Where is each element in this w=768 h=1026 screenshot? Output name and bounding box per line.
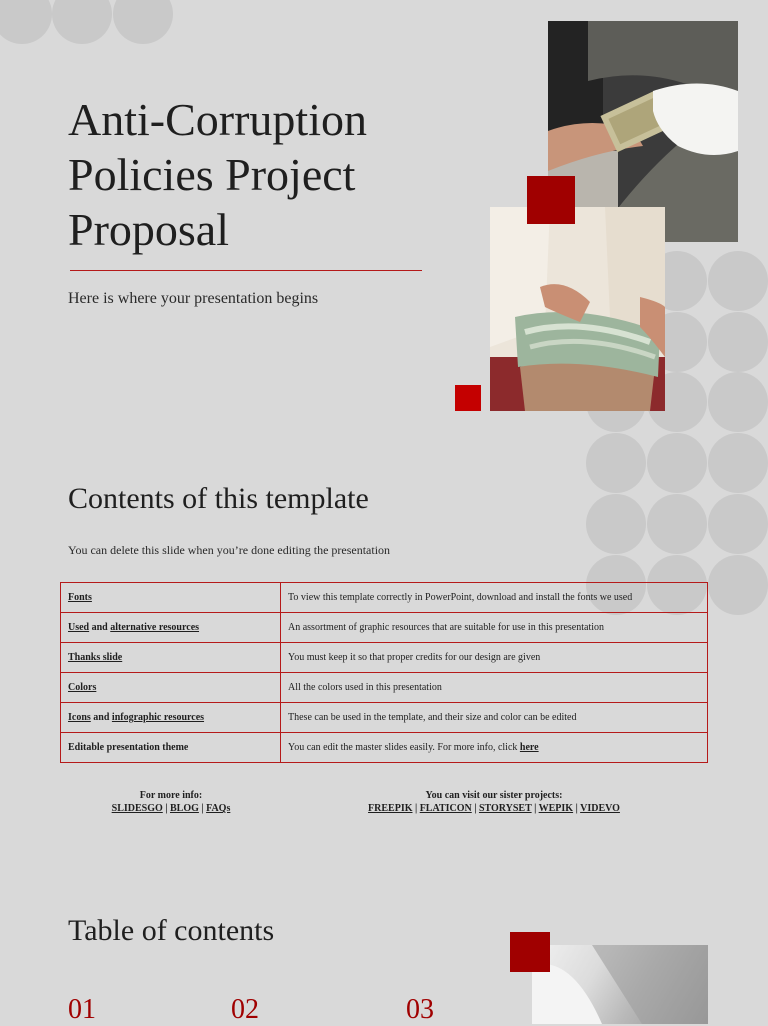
- row-description-text: These can be used in the template, and their size and color can be edited: [288, 712, 577, 723]
- row-description: [281, 583, 708, 613]
- table-row: [61, 643, 708, 673]
- toc-number-1: 01: [68, 994, 96, 1025]
- row-description-text: An assortment of graphic resources that are suitable for use in this presentation: [288, 622, 605, 633]
- row-title: [61, 613, 281, 643]
- sister-link-storyset[interactable]: STORYSET: [478, 803, 532, 814]
- row-title: [61, 673, 281, 703]
- slide-title: Anti-Corruption Policies Project Proposal: [68, 94, 367, 255]
- decor-circle: [708, 494, 768, 554]
- accent-square-toc: [510, 932, 550, 972]
- table-row: [61, 703, 708, 733]
- row-title: [61, 733, 281, 763]
- row-description: [281, 733, 708, 763]
- table-row: [61, 673, 708, 703]
- decor-circle: [647, 433, 707, 493]
- table-row: [61, 733, 708, 763]
- decor-circle: [708, 312, 768, 372]
- contents-table: [60, 582, 708, 763]
- row-description-text: All the colors used in this presentation: [288, 682, 442, 693]
- table-row: [61, 583, 708, 613]
- accent-square-small: [455, 385, 481, 411]
- row-title-link[interactable]: Used: [68, 622, 90, 633]
- slide-subtitle: Here is where your presentation begins: [68, 290, 319, 307]
- row-title-link[interactable]: Fonts: [68, 592, 92, 603]
- table-row: [61, 613, 708, 643]
- decor-circle: [708, 372, 768, 432]
- row-title-text: Editable presentation theme: [68, 742, 189, 753]
- row-description: [281, 673, 708, 703]
- link-separator: |: [573, 803, 581, 814]
- row-description-text: You can edit the master slides easily. For more info, click: [288, 742, 520, 753]
- row-title-text: and: [89, 622, 111, 633]
- sister-link-wepik[interactable]: WEPIK: [538, 803, 574, 814]
- accent-square: [527, 176, 575, 224]
- sister-projects-links: [344, 802, 644, 815]
- decor-circle: [586, 494, 646, 554]
- more-info-links: [96, 802, 246, 815]
- row-title-link[interactable]: infographic resources: [111, 712, 205, 723]
- sister-link-flaticon[interactable]: FLATICON: [419, 803, 472, 814]
- sister-projects-label: You can visit our sister projects:: [425, 790, 563, 801]
- row-title: [61, 643, 281, 673]
- link-separator: |: [412, 803, 420, 814]
- decor-circle: [647, 494, 707, 554]
- decor-circle: [708, 433, 768, 493]
- toc-number-3: 03: [406, 994, 434, 1025]
- photo-toc: [532, 945, 708, 1024]
- more-info-block: [96, 789, 246, 815]
- more-info-label: For more info:: [139, 790, 203, 801]
- row-title-link[interactable]: Icons: [68, 712, 91, 723]
- decor-circle: [113, 0, 173, 44]
- row-description: [281, 613, 708, 643]
- decor-circle: [708, 251, 768, 311]
- sister-link-videvo[interactable]: VIDEVO: [580, 803, 620, 814]
- row-title: [61, 583, 281, 613]
- row-description-text: To view this template correctly in PowerPoint, download and install the fonts we used: [288, 592, 633, 603]
- here-link[interactable]: here: [519, 742, 539, 753]
- link-separator: |: [531, 803, 539, 814]
- row-title-text: and: [90, 712, 112, 723]
- row-title-link[interactable]: Colors: [68, 682, 97, 693]
- decor-circle: [52, 0, 112, 44]
- toc-heading: Table of contents: [68, 914, 275, 947]
- decor-circle: [586, 433, 646, 493]
- sister-projects-block: [344, 789, 644, 815]
- sister-link-freepik[interactable]: FREEPIK: [368, 803, 413, 814]
- link-separator: |: [471, 803, 479, 814]
- photo-cash-purse: [490, 207, 665, 411]
- contents-heading: Contents of this template: [68, 482, 369, 515]
- more-info-link-blog[interactable]: BLOG: [169, 803, 199, 814]
- link-separator: |: [198, 803, 207, 814]
- title-divider: [70, 270, 422, 271]
- row-description: [281, 643, 708, 673]
- row-title: [61, 703, 281, 733]
- link-separator: |: [162, 803, 170, 814]
- row-title-link[interactable]: Thanks slide: [68, 652, 123, 663]
- row-title-link[interactable]: alternative resources: [110, 622, 200, 633]
- toc-number-2: 02: [231, 994, 259, 1025]
- decor-circle: [0, 0, 52, 44]
- row-description-text: You must keep it so that proper credits for our design are given: [288, 652, 541, 663]
- more-info-link-faqs[interactable]: FAQs: [206, 803, 231, 814]
- more-info-link-slidesgo[interactable]: SLIDESGO: [111, 803, 163, 814]
- row-description: [281, 703, 708, 733]
- contents-note: You can delete this slide when you’re done editing the presentation: [68, 543, 391, 557]
- decor-circle: [708, 555, 768, 615]
